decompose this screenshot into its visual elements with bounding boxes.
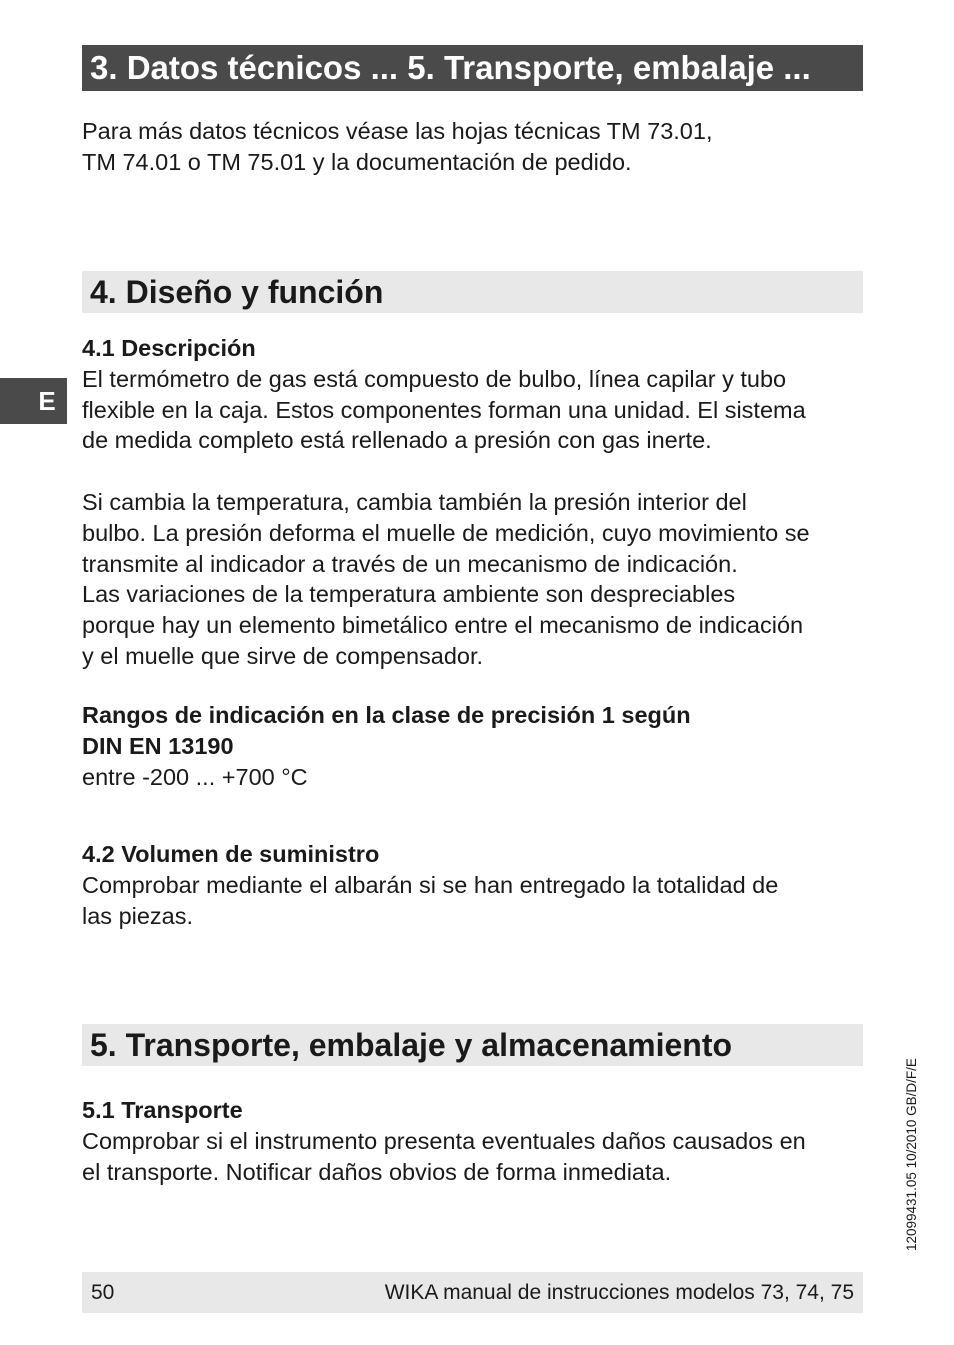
manual-title: WIKA manual de instrucciones modelos 73, 74, 75 [384, 1281, 854, 1304]
ranges-block [82, 700, 872, 792]
subheading-description: 4.1 Descripción [82, 335, 256, 361]
subheading-transport: 5.1 Transporte [82, 1097, 243, 1123]
intro-paragraph [82, 116, 872, 178]
description-line-1: El termómetro de gas está compuesto de bulbo, línea capilar y tubo [82, 365, 787, 392]
subheading-supply: 4.2 Volumen de suministro [82, 841, 380, 867]
description-block [82, 333, 872, 456]
function-line-3: transmite al indicador a través de un mecanismo de indicación. [82, 550, 738, 577]
section-4-title: 4. Diseño y función [82, 271, 863, 313]
supply-line-2: las piezas. [82, 902, 194, 929]
function-line-2: bulbo. La presión deforma el muelle de medición, cuyo movimiento se [82, 519, 810, 546]
ranges-heading-line-1: Rangos de indicación en la clase de precisión 1 según [82, 702, 691, 728]
transport-line-2: el transporte. Notificar daños obvios de forma inmediata. [82, 1158, 672, 1185]
page-number: 50 [91, 1281, 115, 1304]
chapter-header: 3. Datos técnicos ... 5. Transporte, embalaje ... [82, 45, 863, 91]
transport-block [82, 1095, 872, 1187]
ranges-value: entre -200 ... +700 °C [82, 763, 308, 790]
page-footer [82, 1272, 863, 1313]
function-line-5: porque hay un elemento bimetálico entre el mecanismo de indicación [82, 612, 804, 639]
supply-block [82, 839, 872, 931]
language-tab: E [0, 378, 67, 424]
supply-line-1: Comprobar mediante el albarán si se han entregado la totalidad de [82, 871, 779, 898]
function-paragraph [82, 487, 872, 672]
section-5-title: 5. Transporte, embalaje y almacenamiento [82, 1024, 863, 1066]
document-code: 12099431.05 10/2010 GB/D/F/E [904, 1058, 919, 1251]
description-line-2: flexible en la caja. Estos componentes forman una unidad. El sistema [82, 396, 806, 423]
function-line-1: Si cambia la temperatura, cambia también la presión interior del [82, 489, 747, 515]
function-line-6: y el muelle que sirve de compensador. [82, 642, 484, 669]
description-line-3: de medida completo está rellenado a presión con gas inerte. [82, 427, 712, 454]
intro-line-2: TM 74.01 o TM 75.01 y la documentación de pedido. [82, 148, 632, 175]
transport-line-1: Comprobar si el instrumento presenta eventuales daños causados en [82, 1127, 806, 1154]
function-line-4: Las variaciones de la temperatura ambiente son despreciables [82, 581, 736, 608]
intro-line-1: Para más datos técnicos véase las hojas técnicas TM 73.01, [82, 118, 713, 144]
ranges-heading-line-2: DIN EN 13190 [82, 732, 234, 759]
